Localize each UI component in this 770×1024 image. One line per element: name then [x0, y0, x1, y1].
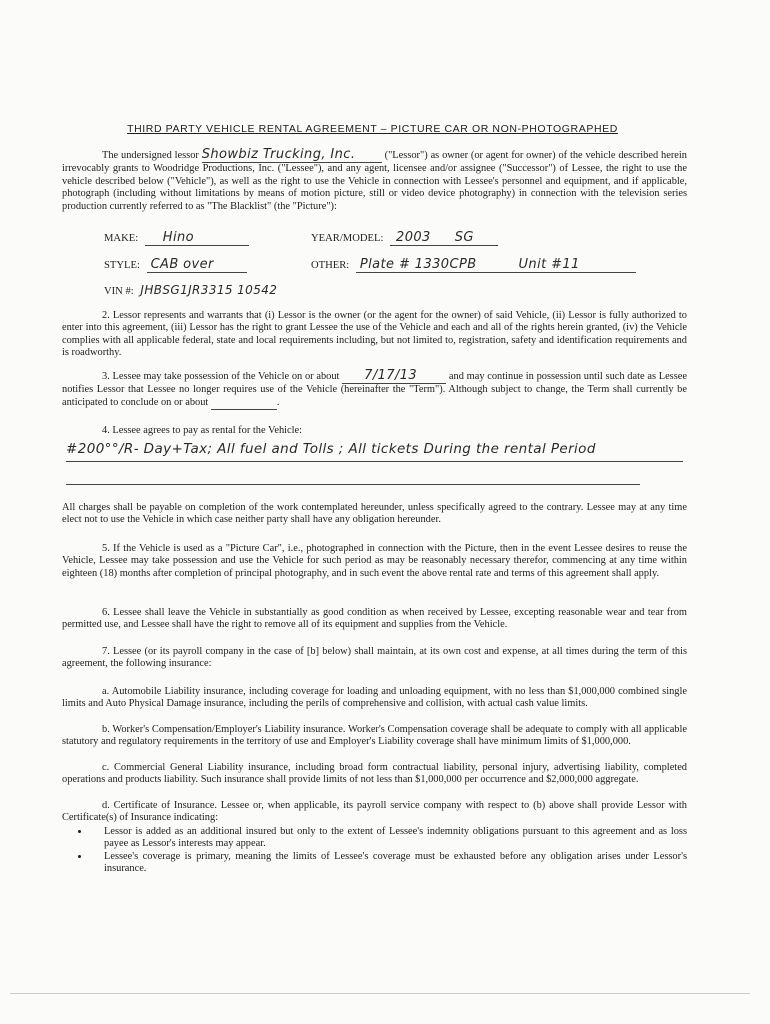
- insurance-a: [62, 686, 687, 711]
- insurance-c: [62, 762, 687, 787]
- paragraph-6-text: 6. Lessee shall leave the Vehicle in substantially as good condition as when received by Lessee, excepting reasonable wear and tear from permitted use, and Lessee shall have the right to remove all of its equipment and supplies from the Vehicle.: [62, 607, 687, 631]
- style-value: CAB over: [150, 257, 214, 272]
- insurance-d: [62, 800, 687, 825]
- paragraph-7: [62, 646, 687, 671]
- make-label: MAKE:: [104, 233, 139, 244]
- paragraph-1-text: ("Lessor") as owner (or agent for owner) of the vehicle described herein irrevocably grants to Woodridge Productions, Inc. ("Lessee"), and any agent, licensee and/or assignee ("Successor") of Lessee, the right to use the vehicle described below ("Vehicle"), as well as the right to use the Vehicle in connection with Lessee's personnel and equipment, and if applicable, photograph (including without limitations by means of motion picture, still or video device photography) in connection with the television series production currently referred to as "The Blacklist" (the "Picture"):: [62, 150, 687, 212]
- lessor-name-field: [202, 149, 382, 163]
- make-value: Hino: [162, 230, 194, 245]
- insurance-a-text: a. Automobile Liability insurance, including coverage for loading and unloading equipment, with no less than $1,000,000 combined single limits and Auto Physical Damage insurance, including the perils of comprehensive and collision, with actual cash value limits.: [62, 686, 687, 710]
- charges-paragraph: All charges shall be payable on completion of the work contemplated hereunder, unless specifically agreed to the contrary. Lessee may at any time elect not to use the Vehicle in which case neither party shall have any obligation hereunder.: [62, 502, 687, 526]
- paragraph-3-end: .: [276, 396, 280, 408]
- year-value: 2003: [396, 230, 431, 245]
- paragraph-3-text: and may continue in possession until such date as Lessee notifies Lessor that Lessee no longer requires use of the Vehicle (hereinafter the "Term"). Although subject to change, the Term shall currently be anticipated to conclude on or about: [62, 371, 687, 408]
- rental-line-2: [66, 484, 640, 485]
- style-field: [147, 257, 247, 273]
- paragraph-4-lead: 4. Lessee agrees to pay as rental for the Vehicle:: [102, 425, 303, 436]
- lessor-name-handwritten: Showbiz Trucking, Inc.: [201, 147, 356, 162]
- bullet-item-2: • Lessee's coverage is primary, meaning the limits of Lessee's coverage must be exhausted before any obligation arises under Lessor's insurance.: [90, 851, 687, 876]
- paragraph-2-text: 2. Lessor represents and warrants that (i) Lessor is the owner (or the agent for the owner) of said Vehicle, (ii) Lessor is fully authorized to enter into this agreement, (iii) Lessor has the right to grant Lessee the use of the Vehicle and each and all of the rights herein granted, (iv) the Vehicle complies with all applicable federal, state and local requirements including, but not limited to, registration, safety and identification requirements and is roadworthy.: [62, 310, 687, 359]
- paragraph-4: [62, 425, 687, 437]
- insurance-bullets: [62, 826, 687, 876]
- year-model-row: [311, 230, 498, 246]
- other-field: [356, 257, 636, 273]
- paragraph-3-lead: 3. Lessee may take possession of the Vehicle on or about: [102, 371, 340, 382]
- year-model-label: YEAR/MODEL:: [311, 233, 384, 244]
- paragraph-3: [62, 370, 687, 410]
- paragraph-6: [62, 607, 687, 632]
- model-value: SG: [454, 230, 474, 245]
- other-row: [311, 257, 636, 273]
- rental-line-1: [66, 461, 683, 462]
- year-model-field: [390, 230, 498, 246]
- possession-date-field: [342, 370, 446, 384]
- paragraph-2: [62, 310, 687, 360]
- paragraph-5: [62, 543, 687, 580]
- unit-value: Unit #11: [518, 257, 580, 272]
- other-label: OTHER:: [311, 260, 350, 271]
- style-label: STYLE:: [104, 260, 140, 271]
- page-bottom-rule: [10, 993, 750, 994]
- vin-row: [104, 283, 277, 297]
- paragraph-5-text: 5. If the Vehicle is used as a "Picture Car", i.e., photographed in connection with the Picture, then in the event Lessee desires to reuse the Vehicle, Lessee may take possession and use the Vehicle for such period as may be reasonably necessary therefor, commencing at any time within eighteen (18) months after completion of principal photography, and in such event the above rental rate and terms of this agreement shall apply.: [62, 543, 687, 579]
- rental-terms-handwritten: #200°°/R- Day+Tax; All fuel and Tolls ; All tickets During the rental Period: [66, 441, 596, 457]
- document-title: THIRD PARTY VEHICLE RENTAL AGREEMENT – PICTURE CAR OR NON-PHOTOGRAPHED: [127, 123, 618, 135]
- vin-value: JHBSG1JR3315 10542: [140, 283, 278, 297]
- insurance-c-text: c. Commercial General Liability insurance, including broad form contractual liability, personal injury, advertising liability, completed operations and products liability. Such insurance shall provide limits of not less than $1,000,000 per occurrence and $2,000,000 aggregate.: [62, 762, 687, 786]
- paragraph-1-lead: The undersigned lessor: [102, 150, 199, 161]
- bullet-item-1: • Lessor is added as an additional insured but only to the extent of Lessee's indemnity obligations pursuant to this agreement and as loss payee as Lessor's interests may appear.: [90, 826, 687, 851]
- possession-date-value: 7/17/13: [364, 368, 418, 383]
- insurance-b-text: b. Worker's Compensation/Employer's Liability insurance. Worker's Compensation coverage shall be adequate to comply with all applicable statutory and regulatory requirements in the territory of use and Employer's Liability coverage shall have minimum limits of $1,000,000.: [62, 724, 687, 748]
- insurance-d-text: d. Certificate of Insurance. Lessee or, when applicable, its payroll service company with respect to (b) above shall provide Lessor with Certificate(s) of Insurance indicating:: [62, 800, 687, 824]
- bullet-list: [62, 826, 687, 876]
- paragraph-7-text: 7. Lessee (or its payroll company in the case of [b] below) shall maintain, at its own cost and expense, at all times during the term of this agreement, the following insurance:: [62, 646, 687, 670]
- make-row: [104, 230, 249, 246]
- paragraph-1: [62, 149, 687, 213]
- other-value: Plate # 1330CPB: [359, 257, 477, 272]
- style-row: [104, 257, 247, 273]
- vin-label: VIN #:: [104, 286, 134, 297]
- make-field: [145, 230, 249, 246]
- end-date-field: [211, 397, 277, 410]
- insurance-b: [62, 724, 687, 749]
